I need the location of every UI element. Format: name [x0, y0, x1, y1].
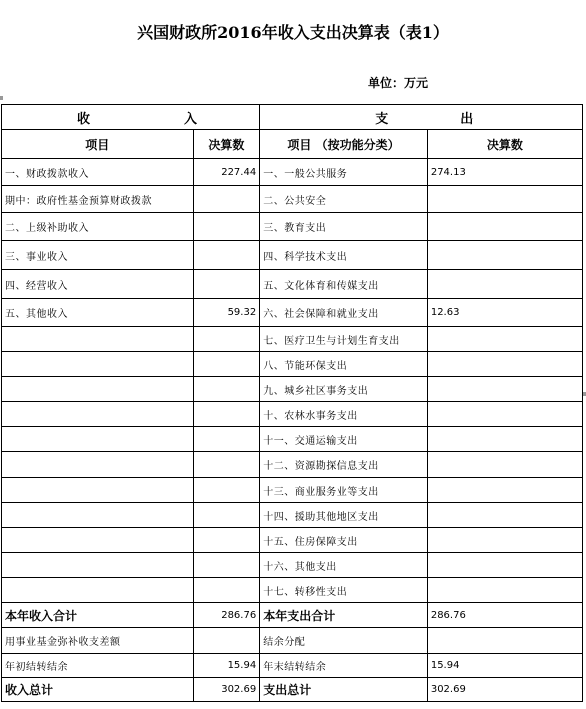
expense-item: 四、科学技术支出 [260, 241, 428, 270]
income-item: 期中：政府性基金预算财政拨款 [2, 186, 194, 213]
income-item [2, 352, 194, 377]
income-value [193, 553, 260, 578]
income-item [2, 553, 194, 578]
expense-value [427, 241, 582, 270]
expense-item: 五、文化体育和传媒支出 [260, 270, 428, 299]
expense-value [427, 213, 582, 241]
income-value [193, 503, 260, 528]
expense-item: 十一、交通运输支出 [260, 427, 428, 452]
income-value [193, 352, 260, 377]
expense-value: 12.63 [427, 299, 582, 327]
surplus-distribution-label: 结余分配 [260, 628, 428, 654]
table-row [2, 213, 583, 241]
expense-value [427, 352, 582, 377]
expense-item: 十、农林水事务支出 [260, 402, 428, 427]
table-row [2, 528, 583, 553]
expense-value [427, 327, 582, 352]
income-total-value: 286.76 [193, 603, 260, 628]
table-row [2, 452, 583, 478]
income-item [2, 402, 194, 427]
income-item: 四、经营收入 [2, 270, 194, 299]
expense-item: 十四、援助其他地区支出 [260, 503, 428, 528]
grand-expense-value: 302.69 [427, 678, 582, 702]
expense-item: 二、公共安全 [260, 186, 428, 213]
expense-item: 十三、商业服务业等支出 [260, 478, 428, 503]
expense-value [427, 553, 582, 578]
unit-label: 单位：万元 [368, 76, 429, 90]
expense-group-header [260, 105, 583, 130]
expense-value [427, 503, 582, 528]
surplus-distribution-value [427, 628, 582, 654]
expense-value [427, 478, 582, 503]
begin-balance-value: 15.94 [193, 654, 260, 678]
expense-item: 十五、住房保障支出 [260, 528, 428, 553]
table-row [2, 241, 583, 270]
table-row-begin-balance [2, 654, 583, 678]
col-header-income-amount: 决算数 [193, 130, 260, 159]
table-row [2, 327, 583, 352]
expense-item: 六、社会保障和就业支出 [260, 299, 428, 327]
expense-item: 十六、其他支出 [260, 553, 428, 578]
expense-value [427, 186, 582, 213]
table-body [2, 159, 583, 603]
end-balance-value: 15.94 [427, 654, 582, 678]
table-row [2, 270, 583, 299]
page-title: 兴国财政所2016年收入支出决算表（表1） [137, 23, 449, 42]
expense-value [427, 377, 582, 402]
expense-item: 七、医疗卫生与计划生育支出 [260, 327, 428, 352]
income-value [193, 241, 260, 270]
table-row [2, 402, 583, 427]
grand-income-value: 302.69 [193, 678, 260, 702]
income-value [193, 427, 260, 452]
expense-value [427, 578, 582, 603]
income-item [2, 478, 194, 503]
column-header-row [2, 130, 583, 159]
expense-item: 一、一般公共服务 [260, 159, 428, 186]
budget-table [1, 104, 583, 702]
end-balance-label: 年末结转结余 [260, 654, 428, 678]
table-row [2, 377, 583, 402]
income-value [193, 377, 260, 402]
fund-balance-label: 用事业基金弥补收支差额 [2, 628, 194, 654]
income-value: 227.44 [193, 159, 260, 186]
expense-value [427, 528, 582, 553]
col-header-expense-amount: 决算数 [427, 130, 582, 159]
group-header-row [2, 105, 583, 130]
expense-value [427, 427, 582, 452]
income-item: 五、其他收入 [2, 299, 194, 327]
begin-balance-label: 年初结转结余 [2, 654, 194, 678]
expense-item: 九、城乡社区事务支出 [260, 377, 428, 402]
table-row [2, 186, 583, 213]
income-item: 三、事业收入 [2, 241, 194, 270]
table-row [2, 478, 583, 503]
income-item [2, 528, 194, 553]
grand-expense-label: 支出总计 [260, 678, 428, 702]
income-value [193, 402, 260, 427]
table-row [2, 553, 583, 578]
expense-item: 十二、资源勘探信息支出 [260, 452, 428, 478]
income-item: 一、财政拨款收入 [2, 159, 194, 186]
income-item [2, 427, 194, 452]
expense-group-label-left: 支 [375, 111, 389, 127]
table-row [2, 578, 583, 603]
income-value [193, 270, 260, 299]
income-value: 59.32 [193, 299, 260, 327]
table-row-grand-total [2, 678, 583, 702]
col-header-income-item: 项目 [2, 130, 194, 159]
expense-item: 十七、转移性支出 [260, 578, 428, 603]
income-group-label-right: 入 [184, 111, 198, 127]
income-total-label: 本年收入合计 [2, 603, 194, 628]
fund-balance-value [193, 628, 260, 654]
income-value [193, 186, 260, 213]
income-value [193, 528, 260, 553]
expense-group-label-right: 出 [460, 111, 474, 127]
income-item [2, 578, 194, 603]
expense-value: 274.13 [427, 159, 582, 186]
income-value [193, 452, 260, 478]
grand-income-label: 收入总计 [2, 678, 194, 702]
expense-value [427, 402, 582, 427]
income-value [193, 213, 260, 241]
table-row [2, 159, 583, 186]
income-item: 二、上级补助收入 [2, 213, 194, 241]
income-item [2, 377, 194, 402]
expense-value [427, 452, 582, 478]
table-row [2, 299, 583, 327]
left-edge-marker [0, 96, 3, 100]
income-value [193, 327, 260, 352]
income-item [2, 503, 194, 528]
income-group-label-left: 收 [77, 111, 91, 127]
table-row [2, 352, 583, 377]
table-row-fund-balance [2, 628, 583, 654]
expense-item: 三、教育支出 [260, 213, 428, 241]
table-row [2, 427, 583, 452]
table-row [2, 503, 583, 528]
col-header-expense-item: 项目 （按功能分类） [260, 130, 428, 159]
income-item [2, 452, 194, 478]
income-group-header [2, 105, 260, 130]
expense-total-value: 286.76 [427, 603, 582, 628]
income-value [193, 478, 260, 503]
income-item [2, 327, 194, 352]
expense-total-label: 本年支出合计 [260, 603, 428, 628]
table-row-income-total [2, 603, 583, 628]
income-value [193, 578, 260, 603]
expense-item: 八、节能环保支出 [260, 352, 428, 377]
expense-value [427, 270, 582, 299]
